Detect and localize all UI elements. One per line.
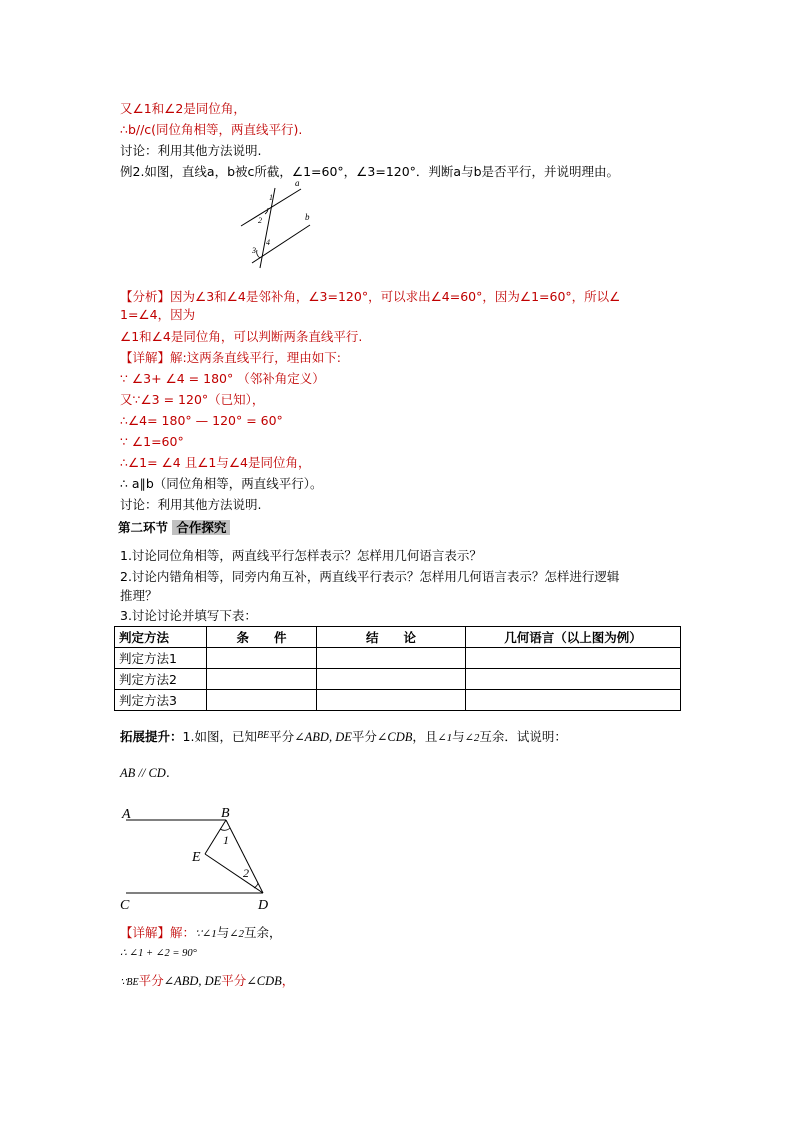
table-header-cell: 结 论 (317, 627, 466, 648)
detail-line-3 (120, 972, 294, 992)
detail-text: ， (281, 973, 295, 988)
table-cell-empty[interactable] (207, 669, 317, 690)
table-header-cell: 判定方法 (115, 627, 207, 648)
text-line: 讨论：利用其他方法说明. (120, 497, 262, 512)
label-angle-1: 1 (223, 833, 229, 847)
judgment-table (114, 626, 681, 711)
section-heading (118, 519, 230, 537)
ext-math: ∠2 (464, 732, 480, 744)
text-line: 又∠1和∠2是同位角， (120, 101, 246, 116)
table-cell-empty[interactable] (207, 648, 317, 669)
ext-math: BE (256, 730, 270, 741)
text-line: ∠1和∠4是同位角，可以判断两条直线平行. (120, 329, 363, 344)
question-3: 3.讨论讨论并填写下表： (120, 608, 257, 623)
label-A: A (122, 807, 131, 822)
detail-text: 与 (216, 925, 230, 940)
label-angle-1: 1 (269, 193, 273, 202)
ext-text: 互余．试说明： (479, 729, 567, 744)
analysis-tag: 【分析】 (120, 289, 171, 304)
table-cell-empty[interactable] (317, 669, 466, 690)
text-line: 讨论：利用其他方法说明. (120, 143, 262, 158)
ext-text: . (165, 765, 170, 780)
table-header-cell: 几何语言（以上图为例） (466, 627, 681, 648)
detail-line-1 (120, 924, 282, 943)
section-title: 合作探究 (172, 520, 230, 535)
label-angle-4: 4 (266, 238, 270, 247)
section-number: 第二环节 (118, 520, 169, 535)
ext-text: 1.如图，已知 (182, 729, 257, 744)
table-cell-empty[interactable] (317, 648, 466, 669)
text-line: ∴∠1= ∠4 且∠1与∠4是同位角， (120, 455, 311, 470)
line-b (252, 225, 310, 263)
analysis-line (120, 288, 620, 306)
figure-parallel-lines (236, 178, 326, 273)
label-a: a (295, 178, 300, 188)
text-line: ∴∠4= 180° — 120° = 60° (120, 413, 283, 428)
detail-math: ∵BE (120, 977, 139, 988)
table-row (115, 690, 681, 711)
detail-text: 解:这两条直线平行，理由如下: (170, 350, 341, 365)
ext-text: 与 (452, 729, 465, 744)
table-cell: 判定方法1 (115, 648, 207, 669)
example-2-question: 例2.如图，直线a，b被c所截，∠1=60°，∠3=120°．判断a与b是否平行，并说明理由。 (120, 164, 620, 179)
label-E: E (192, 850, 201, 865)
label-angle-2: 2 (258, 216, 262, 225)
table-header-cell: 条 件 (207, 627, 317, 648)
text-line: ∴b//c(同位角相等，两直线平行). (120, 122, 303, 137)
detail-line-2: ∴ ∠1 + ∠2 = 90° (120, 948, 197, 959)
table-cell: 判定方法2 (115, 669, 207, 690)
question-1: 1.讨论同位角相等，两直线平行怎样表示？怎样用几何语言表示？ (120, 548, 482, 563)
table-cell-empty[interactable] (466, 648, 681, 669)
label-C: C (120, 898, 130, 913)
detail-tag: 【详解】 (120, 350, 171, 365)
detail-text: 平分 (221, 973, 247, 988)
extension-question (120, 727, 567, 747)
ext-math: AB // CD (120, 766, 166, 780)
detail-line (120, 349, 341, 367)
table-cell-empty[interactable] (317, 690, 466, 711)
detail-math: ∠ABD, DE (163, 974, 222, 988)
detail-text: 解： (170, 925, 196, 940)
table-cell-empty[interactable] (466, 669, 681, 690)
ext-text: 平分 (351, 729, 377, 744)
question-2-cont: 推理？ (120, 588, 158, 603)
ext-math: ∠1 (437, 732, 453, 744)
text-line: ∵ ∠3+ ∠4 = 180° （邻补角定义） (120, 371, 325, 386)
table-row (115, 648, 681, 669)
ext-text: ，且 (412, 729, 438, 744)
segment-bd (226, 820, 263, 893)
question-2: 2.讨论内错角相等，同旁内角互补，两直线平行表示？怎样用几何语言表示？怎样进行逻辑 (120, 569, 620, 584)
detail-text: 互余， (243, 925, 282, 940)
label-b: b (305, 212, 310, 222)
table-row (115, 669, 681, 690)
detail-math: ∠CDB (246, 974, 282, 988)
text-line: 1=∠4，因为 (120, 307, 196, 322)
table-cell-empty[interactable] (207, 690, 317, 711)
detail-math: ∵∠1 (195, 928, 217, 940)
ext-math: ∠CDB (376, 730, 413, 744)
text-line: ∵ ∠1=60° (120, 434, 184, 449)
table-cell: 判定方法3 (115, 690, 207, 711)
detail-tag: 【详解】 (120, 925, 171, 940)
extension-label: 拓展提升： (120, 729, 183, 744)
ext-math: ∠ABD, DE (294, 730, 352, 744)
analysis-text: 因为∠3和∠4是邻补角，∠3=120°，可以求出∠4=60°，因为∠1=60°，所以∠ (170, 289, 621, 304)
extension-conclusion (120, 764, 170, 782)
table-header-row (115, 627, 681, 648)
label-angle-2: 2 (243, 866, 249, 880)
label-B: B (221, 806, 230, 821)
detail-text: 平分 (138, 973, 164, 988)
segment-ed (205, 854, 263, 893)
text-line: 又∵∠3 = 120°（已知）， (120, 392, 265, 407)
label-angle-3: 3 (252, 246, 256, 255)
ext-text: 平分 (269, 729, 295, 744)
figure-triangle-parallel (118, 800, 283, 915)
table-cell-empty[interactable] (466, 690, 681, 711)
label-D: D (258, 898, 269, 913)
text-line: ∴ a∥b（同位角相等，两直线平行）。 (120, 476, 323, 491)
detail-math: ∠2 (229, 928, 244, 940)
